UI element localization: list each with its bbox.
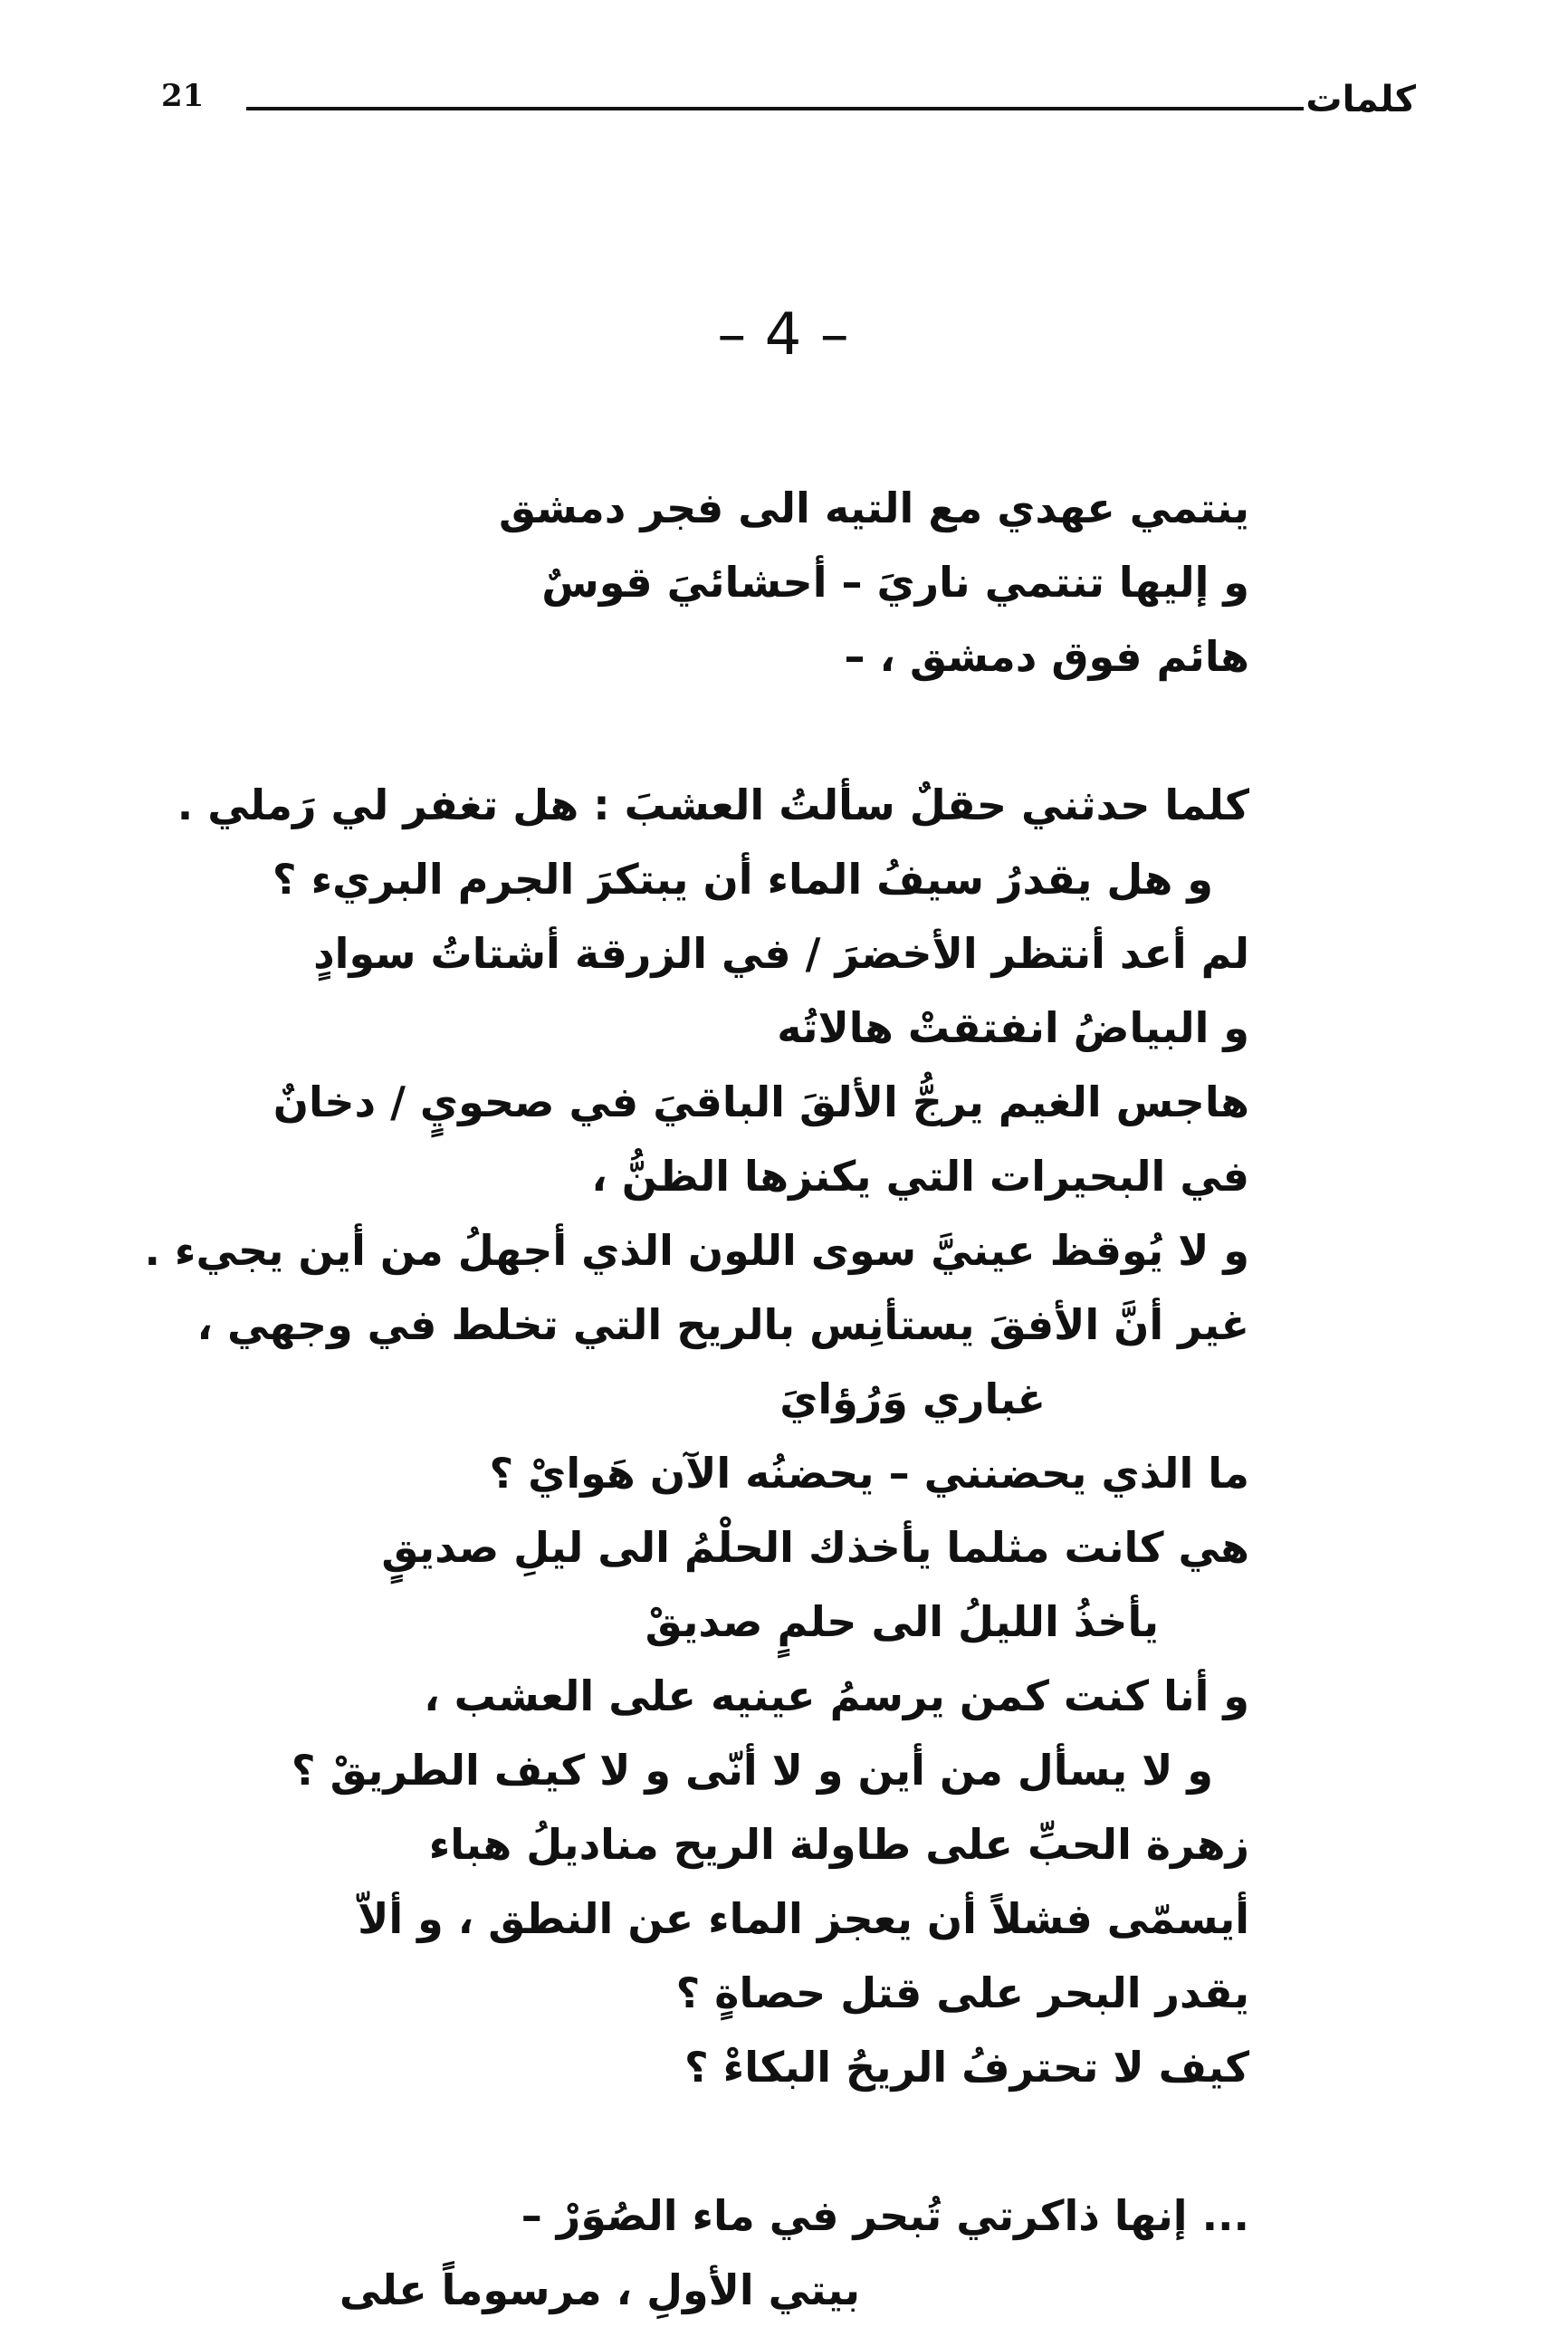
header-rule [246,107,1304,110]
poem-line: يأخذُ الليلُ الى حلمٍ صديقْ [645,1597,1159,1646]
poem-line: و لا يُوقظ عينيَّ سوى اللون الذي أجهلُ من أين يجيء . [144,1226,1249,1275]
poem-line: هاجس الغيم يرجُّ الألقَ الباقيَ في صحويٍ / دخانٌ [272,1077,1249,1126]
section-number: – 4 – [717,302,849,369]
poem-line: و إليها تنتمي ناريَ – أحشائيَ قوسٌ [541,558,1249,607]
poem-line: هائم فوق دمشق ، – [844,632,1249,681]
poem [144,471,1249,2327]
running-head: كلمات [1305,79,1416,120]
poem-line: و هل يقدرُ سيفُ الماء أن يبتكرَ الجرم البريء ؟ [272,855,1213,904]
stanza-gap [253,2104,1249,2179]
poem-line: هي كانت مثلما يأخذك الحلْمُ الى ليلِ صديقٍ [381,1523,1249,1572]
poem-line: و أنا كنت كمن يرسمُ عينيه على العشب ، [424,1671,1249,1720]
poem-line: في البحيرات التي يكنزها الظنُّ ، [591,1152,1249,1201]
poem-line: غير أنَّ الأفقَ يستأنِس بالريح التي تخلط في وجهي ، [196,1300,1249,1349]
poem-line: غباري وَرُؤايَ [779,1374,1046,1423]
page-number: 21 [161,78,205,114]
poem-line: زهرة الحبِّ على طاولة الريح مناديلُ هباء [428,1820,1249,1869]
poem-line: ... إنها ذاكرتي تُبحر في ماء الصُوَرْ – [521,2191,1249,2240]
stanza-gap [253,694,1249,768]
poem-line: بيتي الأولِ ، مرسوماً على [339,2265,860,2314]
poem-line: كيف لا تحترفُ الريحُ البكاءْ ؟ [684,2043,1249,2092]
poem-line: و البياضُ انفتقتْ هالاتُه [777,1003,1249,1052]
poem-line: و لا يسأل من أين و لا أنّى و لا كيف الطريقْ ؟ [291,1746,1213,1795]
poem-line: يقدر البحر على قتل حصاةٍ ؟ [675,1968,1249,2017]
poem-line: ما الذي يحضنني – يحضنُه الآن هَوايْ ؟ [489,1449,1249,1498]
poem-line: أيسمّى فشلاً أن يعجز الماء عن النطق ، و ألاّ [358,1894,1249,1943]
poem-line: ينتمي عهدي مع التيه الى فجر دمشق [498,484,1249,532]
poem-line: لم أعد أنتظر الأخضرَ / في الزرقة أشتاتُ سوادٍ [313,929,1249,978]
poem-line: كلما حدثني حقلٌ سألتُ العشبَ : هل تغفر لي رَملي . [177,780,1249,829]
